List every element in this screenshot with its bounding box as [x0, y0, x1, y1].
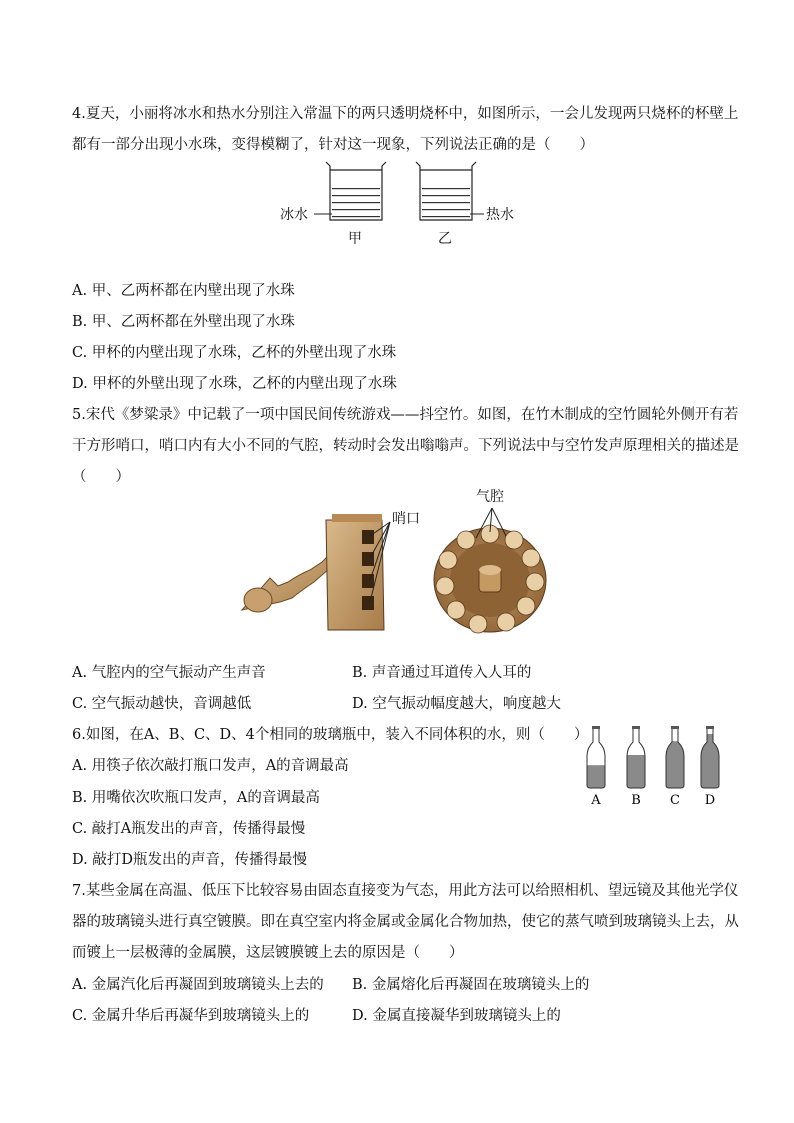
q5-option-a: A. 气腔内的空气振动产生声音: [72, 665, 266, 681]
bottle-water-c: [666, 741, 684, 788]
diabolo-side-view: [242, 514, 390, 630]
q4-option-a: A. 甲、乙两杯都在内壁出现了水珠: [72, 283, 295, 299]
q5-stem-line2: 干方形哨口，哨口内有大小不同的气腔，转动时会发出嗡嗡声。下列说法中与空竹发声原理相关的描述是: [72, 438, 739, 454]
bottle-c: [666, 726, 684, 808]
diabolo-figure: [230, 482, 570, 642]
bottles-drawing: [580, 722, 730, 808]
bottle-water-a: [587, 765, 605, 788]
diabolo-top-view: [434, 508, 546, 633]
label-air-cavity: 气腔: [476, 489, 504, 505]
q7-option-a: A. 金属汽化后再凝固到玻璃镜头上去的: [72, 977, 324, 993]
q5-stem-line3: （ ）: [72, 469, 130, 485]
q5-option-c: C. 空气振动越快，音调越低: [72, 696, 252, 712]
bottle-a: [587, 726, 605, 808]
q6-option-a: A. 用筷子依次敲打瓶口发声，A的音调最高: [72, 758, 349, 774]
beaker-jia: [326, 162, 386, 220]
q6-option-b: B. 用嘴依次吹瓶口发声，A的音调最高: [72, 790, 320, 806]
q4-stem-line1: 4.夏天，小丽将冰水和热水分别注入常温下的两只透明烧杯中，如图所示，一会儿发现两只烧杯的杯壁上: [72, 106, 739, 122]
bottle-b: [627, 726, 645, 808]
q7-option-d: D. 金属直接凝华到玻璃镜头上的: [352, 1008, 561, 1024]
q6-option-d: D. 敲打D瓶发出的声音，传播得最慢: [72, 852, 307, 868]
caption-yi: 乙: [438, 231, 452, 247]
bottle-label-b: B: [631, 793, 641, 808]
bottle-water-d: [701, 734, 719, 788]
label-hot-water: 热水: [486, 207, 514, 223]
q5-option-d: D. 空气振动幅度越大，响度越大: [352, 696, 561, 712]
beaker-yi-water: [422, 188, 470, 217]
q7-stem-line1: 7.某些金属在高温、低压下比较容易由固态直接变为气态，用此方法可以给照相机、望远镜及其他光学仪: [72, 883, 739, 899]
label-ice-water: 冰水: [280, 207, 308, 223]
q7-option-c: C. 金属升华后再凝华到玻璃镜头上的: [72, 1008, 310, 1024]
bottle-d: [701, 726, 719, 808]
label-whistle-mouth: 哨口: [392, 511, 420, 527]
q7-stem-line3: 而镀上一层极薄的金属膜，这层镀膜镀上去的原因是（ ）: [72, 945, 464, 961]
q4-option-c: C. 甲杯的内壁出现了水珠，乙杯的外壁出现了水珠: [72, 345, 397, 361]
q5-stem-line1: 5.宋代《梦粱录》中记载了一项中国民间传统游戏——抖空竹。如图，在竹木制成的空竹圆轮外侧开有若: [72, 407, 739, 423]
q7-stem-line2: 器的玻璃镜头进行真空镀膜。即在真空室内将金属或金属化合物加热，使它的蒸气喷到玻璃镜头上去，从: [72, 914, 739, 930]
q5-option-b: B. 声音通过耳道传入人耳的: [352, 665, 532, 681]
beaker-jia-water: [332, 188, 380, 217]
beakers-drawing: [280, 158, 520, 248]
diabolo-drawing: [230, 482, 570, 642]
bottle-water-b: [627, 755, 645, 788]
q6-option-c: C. 敲打A瓶发出的声音，传播得最慢: [72, 821, 306, 837]
q4-option-b: B. 甲、乙两杯都在外壁出现了水珠: [72, 314, 295, 330]
beaker-yi: [416, 162, 476, 220]
q6-stem: 6.如图，在A、B、C、D、4个相同的玻璃瓶中，装入不同体积的水，则（ ）: [72, 727, 589, 743]
q4-option-d: D. 甲杯的外壁出现了水珠，乙杯的内壁出现了水珠: [72, 376, 397, 392]
caption-jia: 甲: [348, 231, 362, 247]
bottle-label-a: A: [591, 793, 601, 808]
bottle-label-c: C: [670, 793, 680, 808]
q4-stem-line2: 都有一部分出现小水珠，变得模糊了，针对这一现象，下列说法正确的是（ ）: [72, 137, 594, 153]
bottles-figure: [580, 722, 730, 808]
bottle-label-d: D: [704, 793, 716, 808]
beakers-figure: [280, 158, 520, 248]
q7-option-b: B. 金属熔化后再凝固在玻璃镜头上的: [352, 977, 590, 993]
